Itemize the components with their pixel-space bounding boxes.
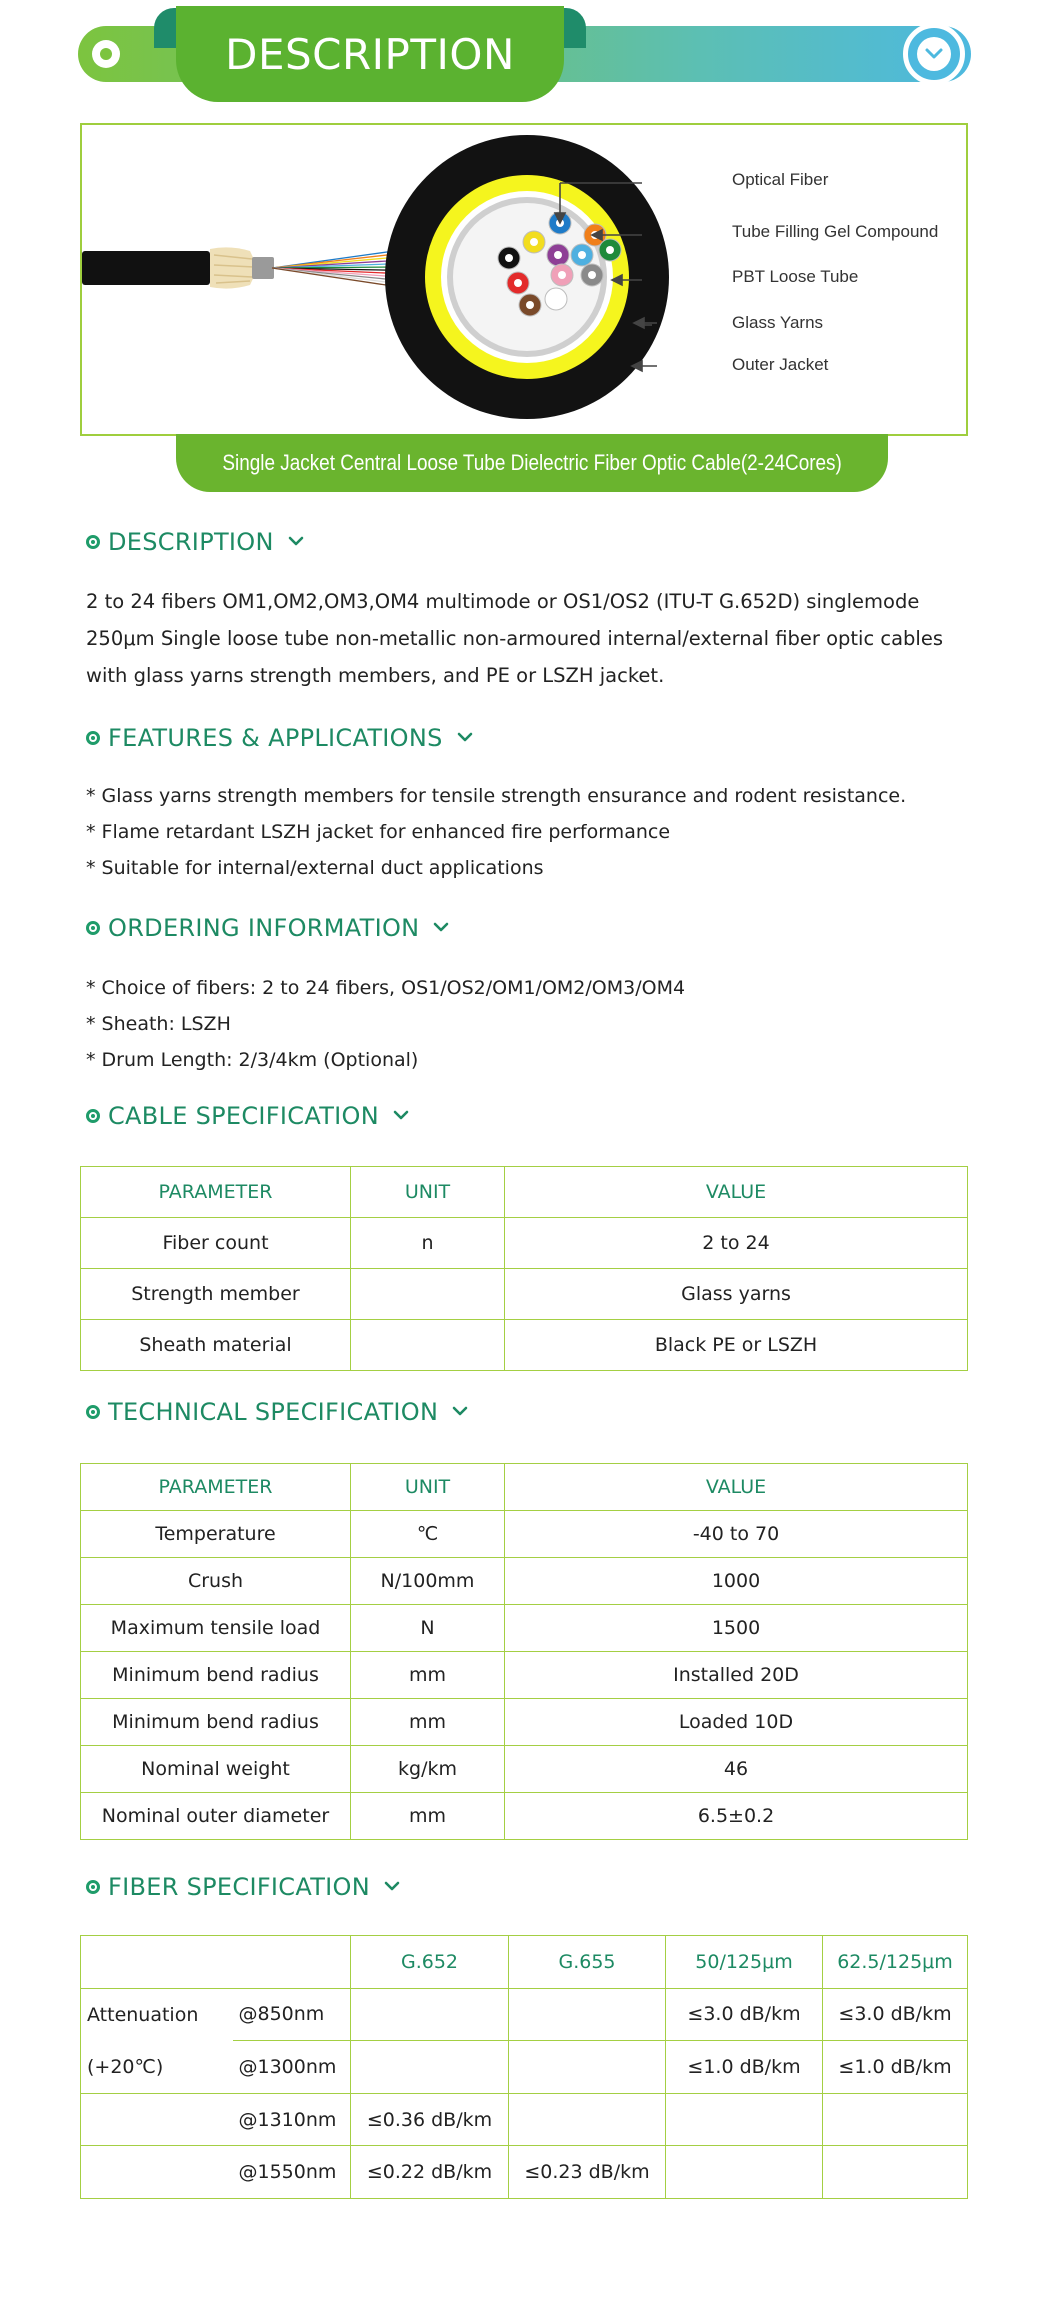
section-heading-ordering[interactable] [86,914,449,942]
list-item: * Drum Length: 2/3/4km (Optional) [86,1049,419,1071]
fiber-core-center [588,271,596,279]
header-cell: UNIT [351,1167,505,1218]
table-cell: Nominal weight [81,1746,351,1793]
figure-caption: Single Jacket Central Loose Tube Dielectric Fiber Optic Cable(2-24Cores) [222,450,842,475]
table-cell: kg/km [351,1746,505,1793]
list-item: * Sheath: LSZH [86,1013,231,1035]
section-title: CABLE SPECIFICATION [108,1102,379,1130]
table-cell [509,2041,666,2094]
table-cell: 6.5±0.2 [505,1793,968,1840]
features-list [86,778,986,886]
fiber-core-center [554,251,562,259]
fiber-spec-table [80,1935,968,2199]
table-row [81,1218,968,1269]
table-header-row [81,1464,968,1511]
header-cell: G.655 [509,1936,666,1989]
table-cell: Glass yarns [505,1269,968,1320]
table-cell: mm [351,1793,505,1840]
section-heading-cable-spec[interactable] [86,1102,409,1130]
callout-pbt-loose-tube: PBT Loose Tube [732,267,859,286]
table-cell [823,2093,968,2146]
table-cell [666,2093,823,2146]
table-cell [509,1988,666,2041]
chevron-down-icon [452,1406,468,1416]
wavelength-cell: @850nm [233,1988,351,2041]
table-cell: ≤3.0 dB/km [823,1988,968,2041]
table-cell: ≤1.0 dB/km [823,2041,968,2094]
table-cell: 1000 [505,1558,968,1605]
table-cell: n [351,1218,505,1269]
bullet-dot-icon [86,535,100,549]
list-item: * Suitable for internal/external duct applications [86,857,544,879]
fiber-core-center [526,301,534,309]
table-cell [823,2146,968,2199]
banner-title: DESCRIPTION [225,29,515,79]
table-cell: ≤0.23 dB/km [509,2146,666,2199]
chevron-down-icon [924,47,944,61]
table-row [81,2093,968,2146]
list-item: * Flame retardant LSZH jacket for enhanced fire performance [86,821,671,843]
section-heading-description[interactable] [86,528,304,556]
bullet-dot-icon [86,1880,100,1894]
table-cell: ≤3.0 dB/km [666,1988,823,2041]
description-banner [78,26,971,82]
section-title: TECHNICAL SPECIFICATION [108,1398,439,1426]
table-cell: Nominal outer diameter [81,1793,351,1840]
table-cell: Maximum tensile load [81,1605,351,1652]
table-cell: N [351,1605,505,1652]
table-row [81,1988,968,2041]
section-heading-features[interactable] [86,724,473,752]
chevron-down-icon [288,536,304,546]
table-cell: mm [351,1652,505,1699]
fiber-core-center [606,246,614,254]
callout-gel-compound: Tube Filling Gel Compound [732,222,939,241]
table-row [81,1699,968,1746]
table-cell: ℃ [351,1511,505,1558]
header-cell: VALUE [505,1167,968,1218]
table-row [81,1652,968,1699]
table-row [81,1793,968,1840]
bullet-dot-icon [86,921,100,935]
table-cell: Crush [81,1558,351,1605]
table-cell: Black PE or LSZH [505,1320,968,1371]
row-label: (+20℃) [81,2041,233,2094]
table-header-row [81,1936,968,1989]
cable-figure [80,123,968,436]
table-cell: N/100mm [351,1558,505,1605]
section-title: FIBER SPECIFICATION [108,1873,371,1901]
table-row [81,2146,968,2199]
ordering-list [86,970,986,1078]
section-heading-fiber-spec[interactable] [86,1873,400,1901]
technical-spec-table [80,1463,968,1840]
glass-yarns-side [210,247,258,288]
table-row [81,1269,968,1320]
row-label-empty [81,2093,233,2146]
chevron-down-icon [457,732,473,742]
bullet-dot-icon [86,731,100,745]
wavelength-cell: @1300nm [233,2041,351,2094]
chevron-down-icon [393,1110,409,1120]
fiber-fan [272,251,394,286]
banner-chevron-circle[interactable] [903,23,965,85]
table-cell [351,1269,505,1320]
wavelength-cell: @1310nm [233,2093,351,2146]
cable-jacket-side [82,251,210,285]
table-cell: ≤0.36 dB/km [351,2093,509,2146]
table-row [81,2041,968,2094]
table-cell: Installed 20D [505,1652,968,1699]
header-cell: G.652 [351,1936,509,1989]
table-cell: 2 to 24 [505,1218,968,1269]
description-text: 2 to 24 fibers OM1,OM2,OM3,OM4 multimode or OS1/OS2 (ITU-T G.652D) singlemode 250μm Single loose tube non-metallic non-armoured internal/external fiber optic cables with glass yarns strength members, and PE or LSZH jacket. [86,590,943,687]
header-cell [81,1936,351,1989]
table-row [81,1558,968,1605]
table-row [81,1605,968,1652]
bullet-dot-icon [86,1109,100,1123]
table-cell: Fiber count [81,1218,351,1269]
table-cell: Strength member [81,1269,351,1320]
fiber-core-center [530,238,538,246]
table-row [81,1511,968,1558]
section-title: ORDERING INFORMATION [108,914,420,942]
header-cell: 62.5/125μm [823,1936,968,1989]
callout-glass-yarns: Glass Yarns [732,313,824,332]
list-item: * Glass yarns strength members for tensile strength ensurance and rodent resistance. [86,785,907,807]
header-cell: PARAMETER [81,1167,351,1218]
table-cell: 1500 [505,1605,968,1652]
wavelength-cell: @1550nm [233,2146,351,2199]
table-cell: Minimum bend radius [81,1699,351,1746]
banner-dot-icon [92,40,120,68]
fiber-core-center [552,295,560,303]
table-cell [351,1320,505,1371]
header-cell: PARAMETER [81,1464,351,1511]
table-cell: ≤0.22 dB/km [351,2146,509,2199]
table-cell [351,1988,509,2041]
table-cell: Loaded 10D [505,1699,968,1746]
fiber-core-center [578,251,586,259]
table-row [81,1320,968,1371]
header-cell: UNIT [351,1464,505,1511]
callout-optical-fiber: Optical Fiber [732,170,829,189]
table-row [81,1746,968,1793]
table-cell: 46 [505,1746,968,1793]
chevron-down-icon [433,922,449,932]
section-heading-technical-spec[interactable] [86,1398,468,1426]
table-cell [666,2146,823,2199]
fiber-core-center [558,271,566,279]
row-label-empty [81,2146,233,2199]
fiber-core-center [514,279,522,287]
cable-spec-table [80,1166,968,1371]
table-cell: Temperature [81,1511,351,1558]
table-cell: Sheath material [81,1320,351,1371]
callout-outer-jacket: Outer Jacket [732,355,829,374]
header-cell: 50/125μm [666,1936,823,1989]
bullet-dot-icon [86,1405,100,1419]
list-item: * Choice of fibers: 2 to 24 fibers, OS1/OS2/OM1/OM2/OM3/OM4 [86,977,686,999]
row-label: Attenuation [81,1988,233,2041]
header-cell: VALUE [505,1464,968,1511]
fiber-core-center [505,254,513,262]
table-header-row [81,1167,968,1218]
table-cell: mm [351,1699,505,1746]
table-cell [509,2093,666,2146]
section-title: DESCRIPTION [108,528,274,556]
table-cell: ≤1.0 dB/km [666,2041,823,2094]
banner-tab [176,6,564,102]
loose-tube-side [252,257,274,279]
table-cell [351,2041,509,2094]
table-cell: -40 to 70 [505,1511,968,1558]
section-title: FEATURES & APPLICATIONS [108,724,443,752]
chevron-down-icon [384,1881,400,1891]
table-cell: Minimum bend radius [81,1652,351,1699]
figure-caption-tab [176,434,888,492]
